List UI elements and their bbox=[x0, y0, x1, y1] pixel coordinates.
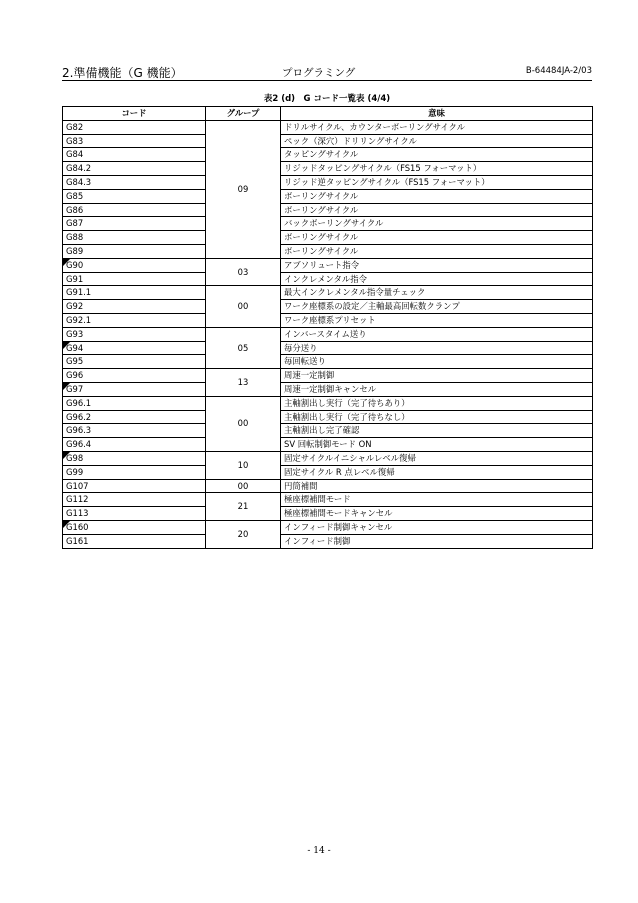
meaning-cell: ボーリングサイクル bbox=[281, 189, 593, 203]
table-row bbox=[63, 493, 593, 507]
meaning-cell: インクレメンタル指令 bbox=[281, 272, 593, 286]
meaning-cell: リジッドタッピングサイクル（FS15 フォーマット） bbox=[281, 162, 593, 176]
code-cell: G96 bbox=[63, 369, 206, 383]
table-row bbox=[63, 410, 593, 424]
table-row bbox=[63, 451, 593, 465]
table-caption: 表2 (d) G コード一覧表 (4/4) bbox=[263, 94, 391, 104]
code-cell: G107 bbox=[63, 479, 206, 493]
code-cell: G95 bbox=[63, 355, 206, 369]
meaning-cell: リジッド逆タッピングサイクル（FS15 フォーマット） bbox=[281, 175, 593, 189]
group-cell: 05 bbox=[206, 327, 281, 368]
document-id: B-64484JA-2/03 bbox=[525, 66, 592, 76]
table-header-row bbox=[63, 107, 593, 121]
meaning-cell: ドリルサイクル、カウンターボーリングサイクル bbox=[281, 120, 593, 134]
table-row bbox=[63, 189, 593, 203]
column-header-meaning: 意味 bbox=[281, 107, 593, 121]
code-cell: G87 bbox=[63, 217, 206, 231]
table-row bbox=[63, 465, 593, 479]
meaning-cell: 周速一定制御キャンセル bbox=[281, 382, 593, 396]
code-cell: G92.1 bbox=[63, 313, 206, 327]
table-row bbox=[63, 286, 593, 300]
code-cell: G97 bbox=[63, 382, 206, 396]
code-cell: G89 bbox=[63, 244, 206, 258]
meaning-cell: ペック（深穴）ドリリングサイクル bbox=[281, 134, 593, 148]
meaning-cell: 主軸割出し実行（完了待ちなし） bbox=[281, 410, 593, 424]
table-row bbox=[63, 272, 593, 286]
section-title: 2.準備機能（G 機能） bbox=[62, 66, 183, 80]
default-mode-marker-icon bbox=[63, 342, 70, 349]
meaning-cell: 主軸割出し完了確認 bbox=[281, 424, 593, 438]
table-row bbox=[63, 175, 593, 189]
code-cell: G93 bbox=[63, 327, 206, 341]
group-cell: 09 bbox=[206, 120, 281, 258]
table-row bbox=[63, 341, 593, 355]
meaning-cell: 固定サイクル R 点レベル復帰 bbox=[281, 465, 593, 479]
meaning-cell: 固定サイクルイニシャルレベル復帰 bbox=[281, 451, 593, 465]
meaning-cell: 主軸割出し実行（完了待ちあり） bbox=[281, 396, 593, 410]
default-mode-marker-icon bbox=[63, 383, 70, 390]
code-cell: G160 bbox=[63, 520, 206, 534]
table-row bbox=[63, 217, 593, 231]
default-mode-marker-icon bbox=[63, 521, 70, 528]
code-cell: G99 bbox=[63, 465, 206, 479]
column-header-group: グループ bbox=[206, 107, 281, 121]
code-cell: G112 bbox=[63, 493, 206, 507]
meaning-cell: 毎回転送り bbox=[281, 355, 593, 369]
group-cell: 13 bbox=[206, 369, 281, 397]
meaning-cell: ワーク座標系プリセット bbox=[281, 313, 593, 327]
code-cell: G84 bbox=[63, 148, 206, 162]
table-row bbox=[63, 355, 593, 369]
group-cell: 20 bbox=[206, 520, 281, 548]
meaning-cell: バックボーリングサイクル bbox=[281, 217, 593, 231]
code-cell: G96.4 bbox=[63, 438, 206, 452]
g-code-table bbox=[62, 106, 593, 549]
table-row bbox=[63, 134, 593, 148]
group-cell: 03 bbox=[206, 258, 281, 286]
table-row bbox=[63, 244, 593, 258]
table-row bbox=[63, 327, 593, 341]
table-row bbox=[63, 479, 593, 493]
meaning-cell: インバースタイム送り bbox=[281, 327, 593, 341]
table-row bbox=[63, 396, 593, 410]
table-row bbox=[63, 162, 593, 176]
meaning-cell: アブソリュート指令 bbox=[281, 258, 593, 272]
page-header bbox=[62, 64, 592, 81]
code-cell: G90 bbox=[63, 258, 206, 272]
meaning-cell: ボーリングサイクル bbox=[281, 203, 593, 217]
group-cell: 21 bbox=[206, 493, 281, 521]
code-cell: G85 bbox=[63, 189, 206, 203]
code-cell: G86 bbox=[63, 203, 206, 217]
chapter-title: プログラミング bbox=[282, 67, 356, 79]
table-row bbox=[63, 148, 593, 162]
group-cell: 00 bbox=[206, 396, 281, 451]
table-row bbox=[63, 120, 593, 134]
code-cell: G84.3 bbox=[63, 175, 206, 189]
code-cell: G82 bbox=[63, 120, 206, 134]
group-cell: 00 bbox=[206, 479, 281, 493]
default-mode-marker-icon bbox=[63, 452, 70, 459]
group-cell: 10 bbox=[206, 451, 281, 479]
column-header-code: コード bbox=[63, 107, 206, 121]
table-row bbox=[63, 231, 593, 245]
page-number: - 14 - bbox=[307, 846, 331, 856]
group-cell: 00 bbox=[206, 286, 281, 327]
table-row bbox=[63, 507, 593, 521]
code-cell: G96.2 bbox=[63, 410, 206, 424]
meaning-cell: インフィード制御キャンセル bbox=[281, 520, 593, 534]
meaning-cell: ボーリングサイクル bbox=[281, 231, 593, 245]
table-row bbox=[63, 369, 593, 383]
table-row bbox=[63, 438, 593, 452]
table-row bbox=[63, 382, 593, 396]
meaning-cell: 毎分送り bbox=[281, 341, 593, 355]
meaning-cell: 極座標補間モードキャンセル bbox=[281, 507, 593, 521]
table-row bbox=[63, 203, 593, 217]
table-row bbox=[63, 313, 593, 327]
meaning-cell: インフィード制御 bbox=[281, 534, 593, 548]
table-row bbox=[63, 300, 593, 314]
meaning-cell: タッピングサイクル bbox=[281, 148, 593, 162]
code-cell: G91 bbox=[63, 272, 206, 286]
code-cell: G91.1 bbox=[63, 286, 206, 300]
meaning-cell: ワーク座標系の設定／主軸最高回転数クランプ bbox=[281, 300, 593, 314]
code-cell: G113 bbox=[63, 507, 206, 521]
code-cell: G94 bbox=[63, 341, 206, 355]
code-cell: G96.1 bbox=[63, 396, 206, 410]
default-mode-marker-icon bbox=[63, 259, 70, 266]
meaning-cell: 円筒補間 bbox=[281, 479, 593, 493]
code-cell: G84.2 bbox=[63, 162, 206, 176]
code-cell: G96.3 bbox=[63, 424, 206, 438]
meaning-cell: 最大インクレメンタル指令量チェック bbox=[281, 286, 593, 300]
meaning-cell: 極座標補間モード bbox=[281, 493, 593, 507]
table-row bbox=[63, 424, 593, 438]
table-row bbox=[63, 520, 593, 534]
code-cell: G88 bbox=[63, 231, 206, 245]
meaning-cell: 周速一定制御 bbox=[281, 369, 593, 383]
meaning-cell: ボーリングサイクル bbox=[281, 244, 593, 258]
table-row bbox=[63, 534, 593, 548]
code-cell: G92 bbox=[63, 300, 206, 314]
code-cell: G83 bbox=[63, 134, 206, 148]
code-cell: G161 bbox=[63, 534, 206, 548]
meaning-cell: SV 回転制御モード ON bbox=[281, 438, 593, 452]
table-body bbox=[63, 120, 593, 548]
code-cell: G98 bbox=[63, 451, 206, 465]
table-row bbox=[63, 258, 593, 272]
